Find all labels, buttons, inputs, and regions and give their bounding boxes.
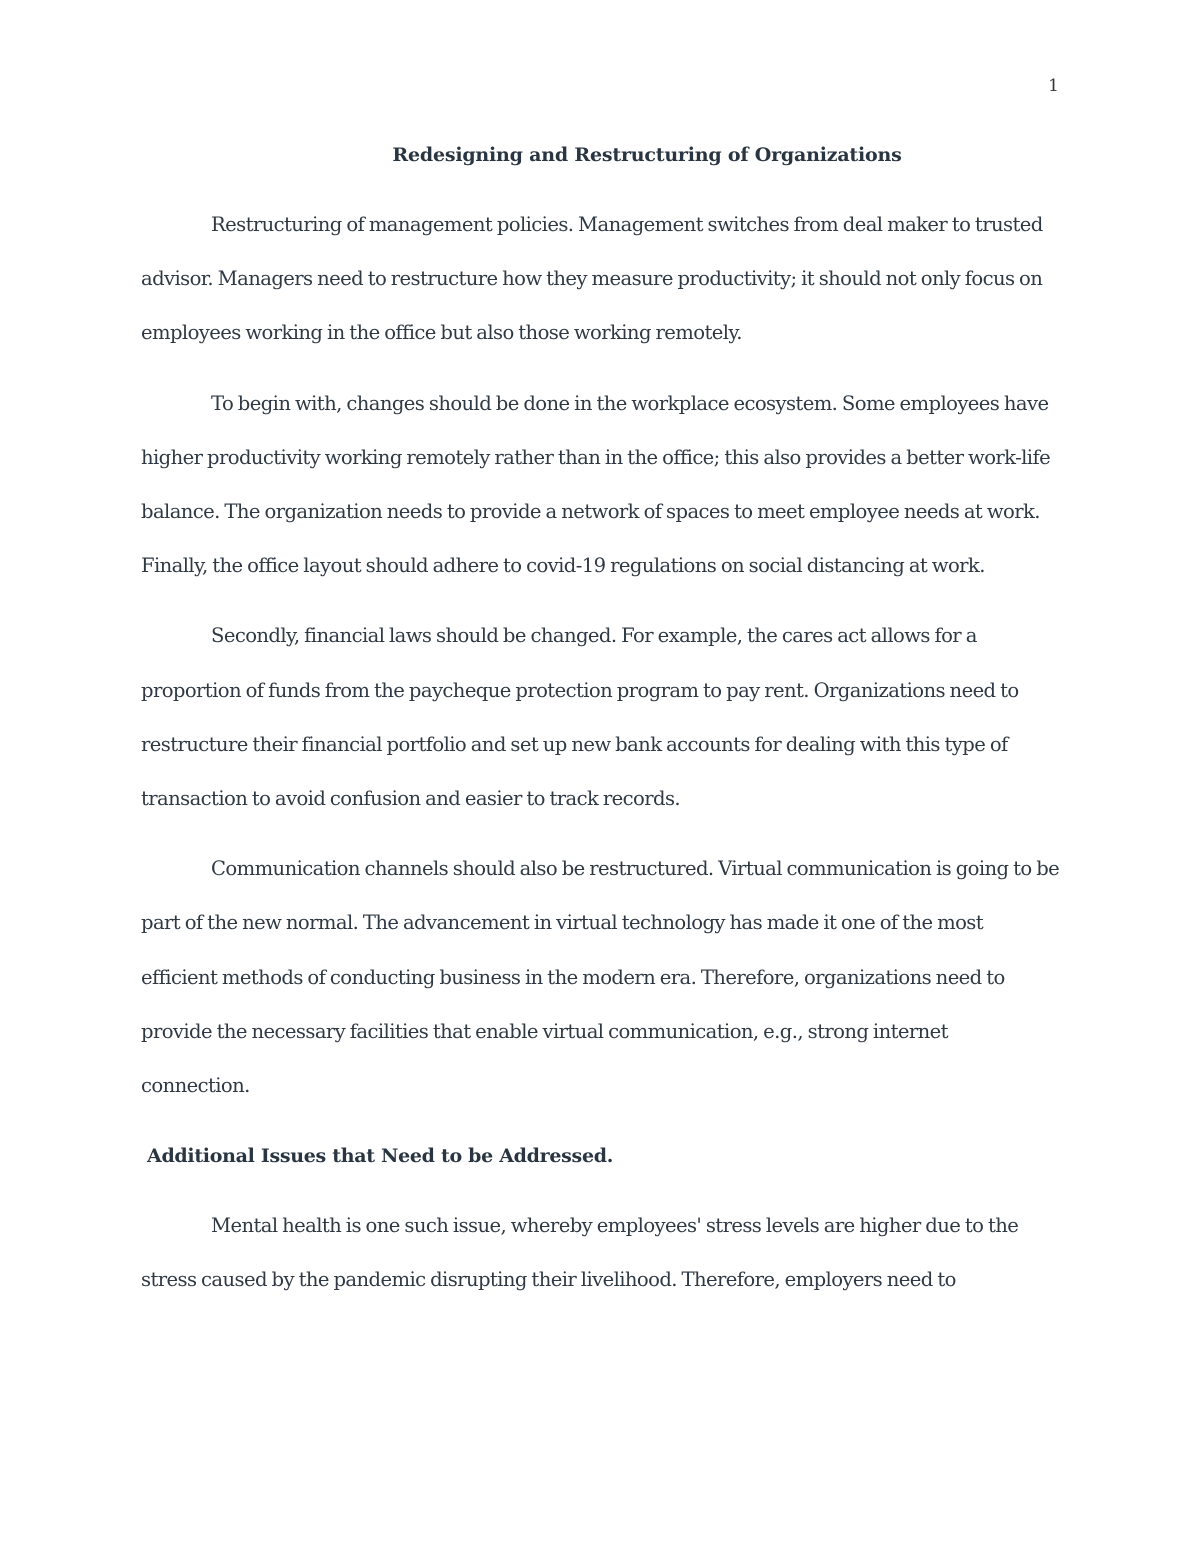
paragraph-workplace-ecosystem: To begin with, changes should be done in the workplace ecosystem. Some employees have higher productivity working remotely rather than in the office; this also provides a better work-life balance. The organization needs to provide a network of spaces to meet employee needs at work. Finally, the office layout should adhere to covid-19 regulations on social distancing at work. <box>141 391 1051 578</box>
paragraph-financial-laws: Secondly, financial laws should be changed. For example, the cares act allows for a proportion of funds from the paycheque protection program to pay rent. Organizations need to restructure their financial portfolio and set up new bank accounts for dealing with this type of transaction to avoid confusion and easier to track records. <box>141 624 1019 811</box>
paragraph-communication-channels: Communication channels should also be restructured. Virtual communication is going to be part of the new normal. The advancement in virtual technology has made it one of the most efficient methods of conducting business in the modern era. Therefore, organizations need to provide the necessary facilities that enable virtual communication, e.g., strong internet connection. <box>141 857 1060 1098</box>
paragraph-restructuring-policies: Restructuring of management policies. Management switches from deal maker to trusted advisor. Managers need to restructure how they measure productivity; it should not only focus on employees working in the office but also those working remotely. <box>141 213 1043 345</box>
document-body <box>141 198 1061 1324</box>
document-title: Redesigning and Restructuring of Organizations <box>392 144 902 166</box>
page-number: 1 <box>1048 76 1059 96</box>
paragraph-mental-health: Mental health is one such issue, whereby employees' stress levels are higher due to the stress caused by the pandemic disrupting their livelihood. Therefore, employers need to <box>141 1214 1019 1292</box>
section-heading: Additional Issues that Need to be Addressed. <box>147 1145 614 1168</box>
